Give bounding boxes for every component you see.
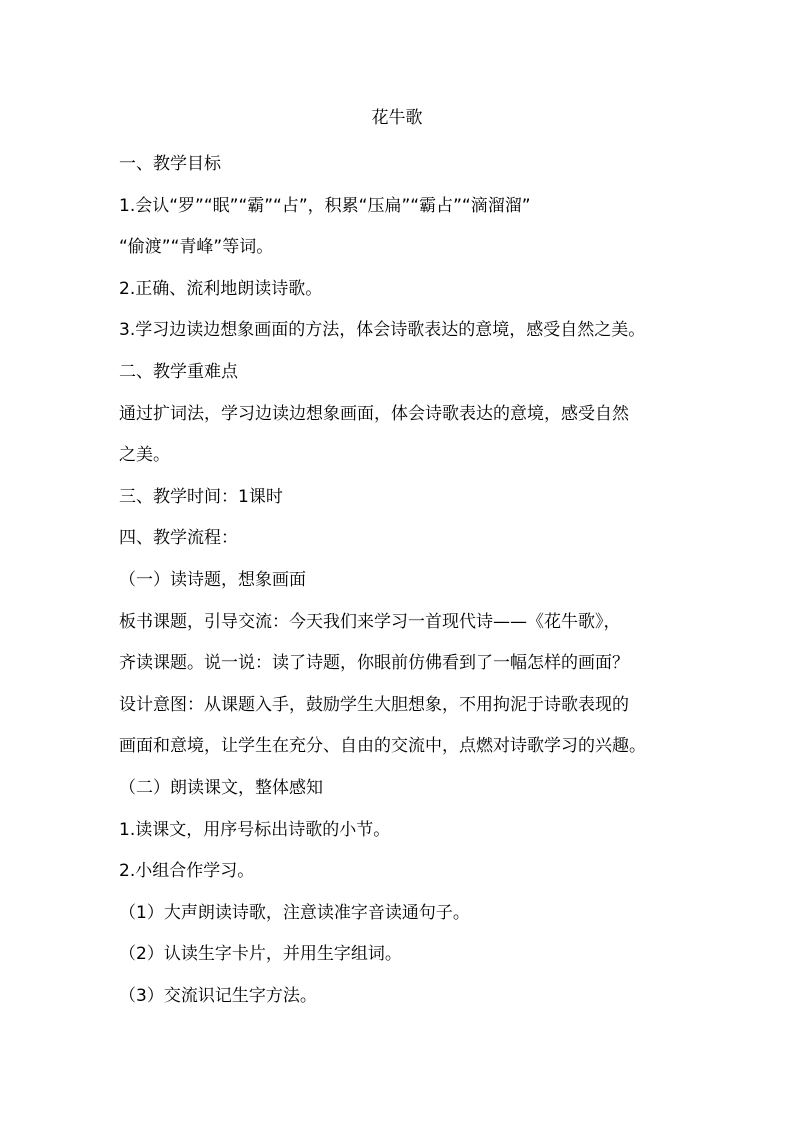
document-body bbox=[119, 144, 679, 1017]
goal-1-line-2: “偷渡”“青峰”等词。 bbox=[119, 237, 274, 258]
section-2-step-2: 2.小组合作学习。 bbox=[119, 861, 255, 882]
goal-2: 2.正确、流利地朗读诗歌。 bbox=[119, 278, 323, 299]
section-2-step-1: 1.读课文，用序号标出诗歌的小节。 bbox=[119, 819, 391, 840]
section-1-paragraph-line-1: 板书课题，引导交流：今天我们来学习一首现代诗——《花牛歌》， bbox=[119, 611, 621, 632]
document-title: 花牛歌 bbox=[371, 108, 423, 128]
heading-teaching-process: 四、教学流程： bbox=[119, 528, 238, 549]
heading-key-difficulties: 二、教学重难点 bbox=[119, 361, 238, 382]
design-intent-line-2: 画面和意境，让学生在充分、自由的交流中，点燃对诗歌学习的兴趣。 bbox=[119, 736, 646, 757]
design-intent-line-1: 设计意图：从课题入手，鼓励学生大胆想象，不用拘泥于诗歌表现的 bbox=[119, 694, 629, 715]
heading-teaching-goals: 一、教学目标 bbox=[119, 154, 221, 174]
section-1-heading: （一）读诗题，想象画面 bbox=[119, 569, 306, 590]
difficulties-line-2: 之美。 bbox=[119, 445, 170, 466]
heading-teaching-time: 三、教学时间：1课时 bbox=[119, 486, 283, 507]
goal-1-line-1: 1.会认“罗”“眠”“霸”“占”，积累“压扁”“霸占”“滴溜溜” bbox=[119, 195, 531, 216]
group-task-1: （1）大声朗读诗歌，注意读准字音读通句子。 bbox=[119, 902, 470, 923]
section-1-paragraph-line-2: 齐读课题。说一说：读了诗题，你眼前仿佛看到了一幅怎样的画面？ bbox=[119, 653, 629, 674]
goal-3: 3.学习边读边想象画面的方法，体会诗歌表达的意境，感受自然之美。 bbox=[119, 320, 646, 341]
difficulties-line-1: 通过扩词法，学习边读边想象画面，体会诗歌表达的意境，感受自然 bbox=[119, 403, 629, 424]
section-2-heading: （二）朗读课文，整体感知 bbox=[119, 777, 323, 798]
group-task-2: （2）认读生字卡片，并用生字组词。 bbox=[119, 944, 402, 965]
group-task-3: （3）交流识记生字方法。 bbox=[119, 985, 317, 1006]
